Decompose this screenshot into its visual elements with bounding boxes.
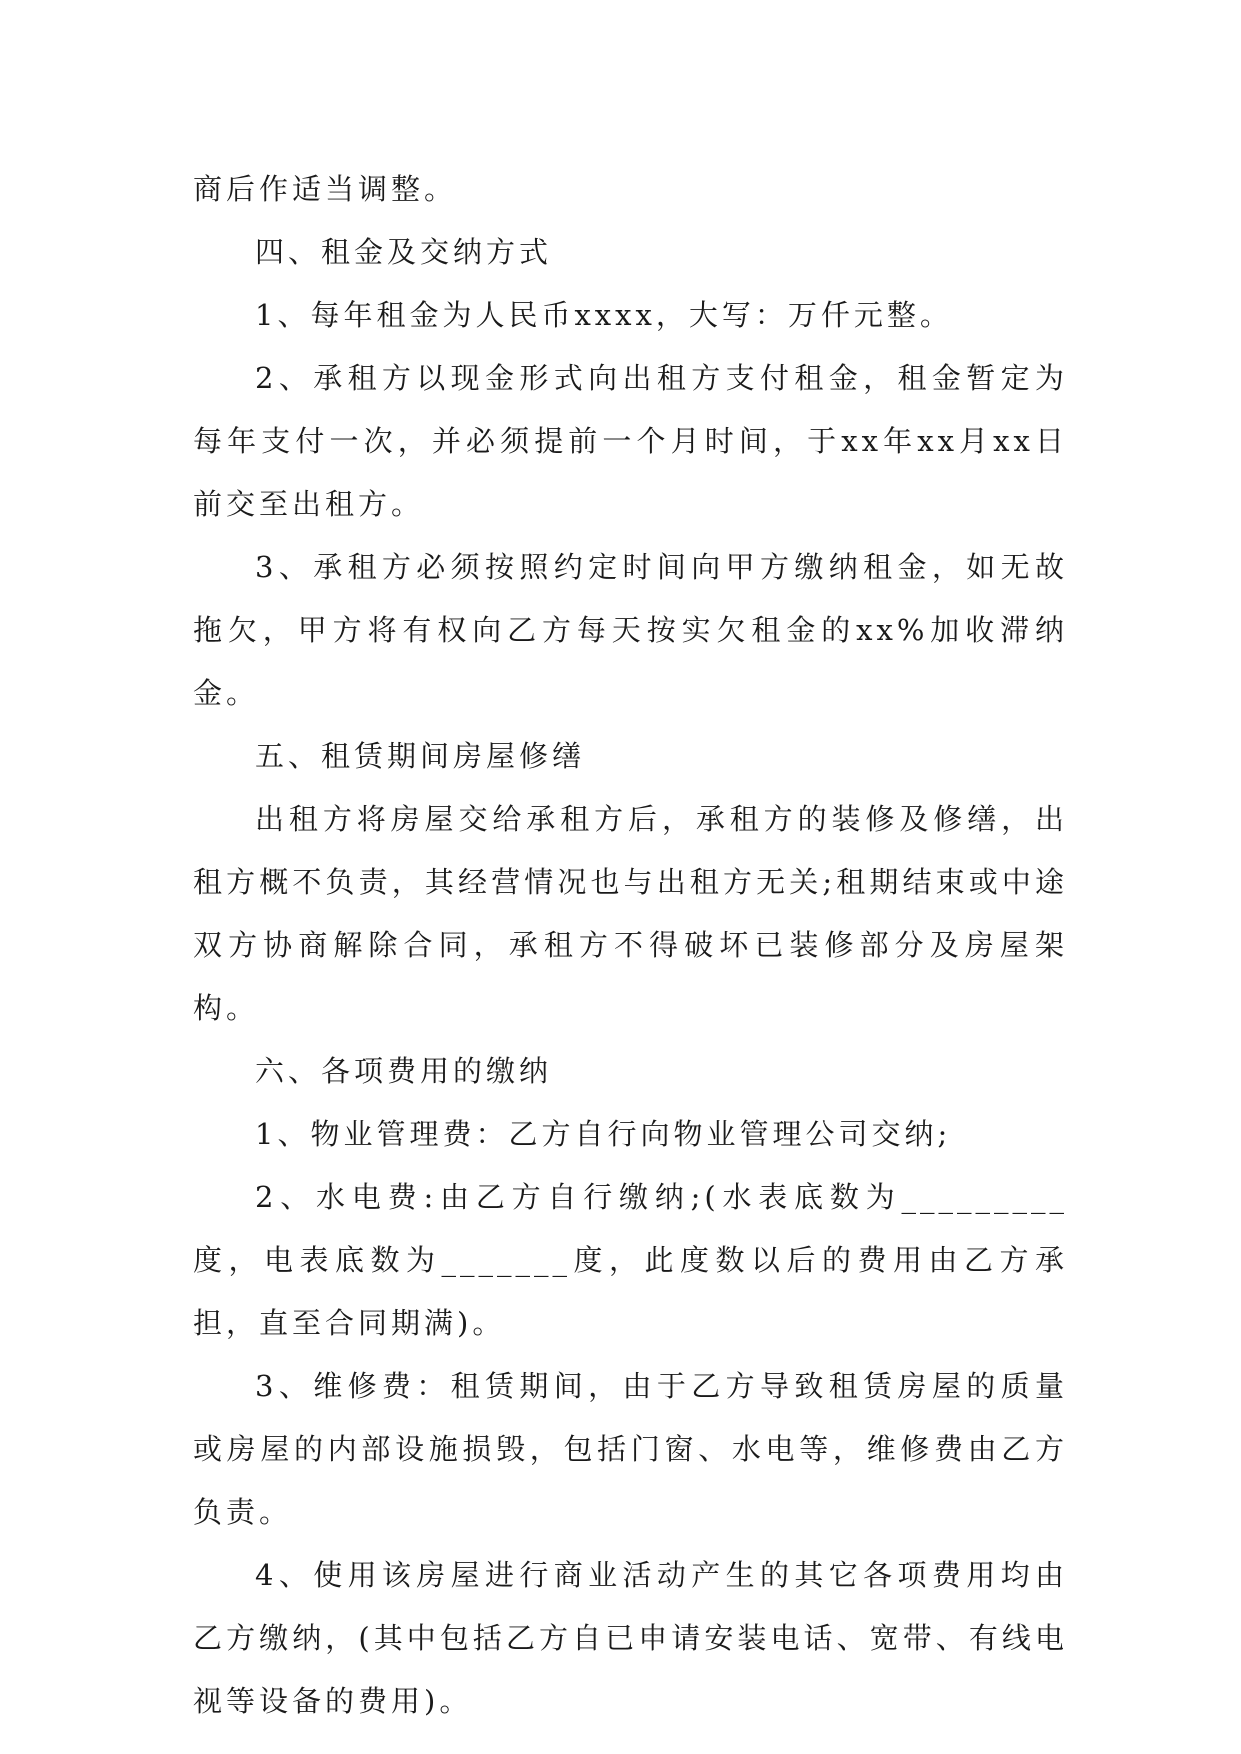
section-heading-rent: 四、租金及交纳方式 — [255, 235, 553, 269]
section-heading-repairs: 五、租赁期间房屋修缮 — [255, 739, 586, 773]
clause-late-fee: 3、承租方必须按照约定时间向甲方缴纳租金，如无故拖欠，甲方将有权向乙方每天按实欠租金的xx%加收滞纳金。 — [193, 550, 1068, 710]
clause-renovation: 出租方将房屋交给承租方后，承租方的装修及修缮，出租方概不负责，其经营情况也与出租方无关;租期结束或中途双方协商解除合同，承租方不得破坏已装修部分及房屋架构。 — [193, 802, 1068, 1025]
document-body — [193, 158, 1068, 1733]
clause-property-fee: 1、物业管理费：乙方自行向物业管理公司交纳; — [255, 1117, 952, 1151]
clause-payment-method: 2、承租方以现金形式向出租方支付租金，租金暂定为每年支付一次，并必须提前一个月时间，于xx年xx月xx日前交至出租方。 — [193, 361, 1068, 521]
clause-utilities: 2、水电费:由乙方自行缴纳;(水表底数为_________度，电表底数为_______度，此度数以后的费用由乙方承担，直至合同期满)。 — [193, 1180, 1068, 1340]
clause-maintenance: 3、维修费：租赁期间，由于乙方导致租赁房屋的质量或房屋的内部设施损毁，包括门窗、水电等，维修费由乙方负责。 — [193, 1369, 1068, 1529]
clause-annual-rent: 1、每年租金为人民币xxxx，大写：万仟元整。 — [255, 298, 953, 332]
clause-other-fees: 4、使用该房屋进行商业活动产生的其它各项费用均由乙方缴纳，(其中包括乙方自已申请安装电话、宽带、有线电视等设备的费用)。 — [193, 1558, 1068, 1718]
section-heading-fees: 六、各项费用的缴纳 — [255, 1054, 553, 1088]
paragraph-continuation: 商后作适当调整。 — [193, 172, 458, 206]
